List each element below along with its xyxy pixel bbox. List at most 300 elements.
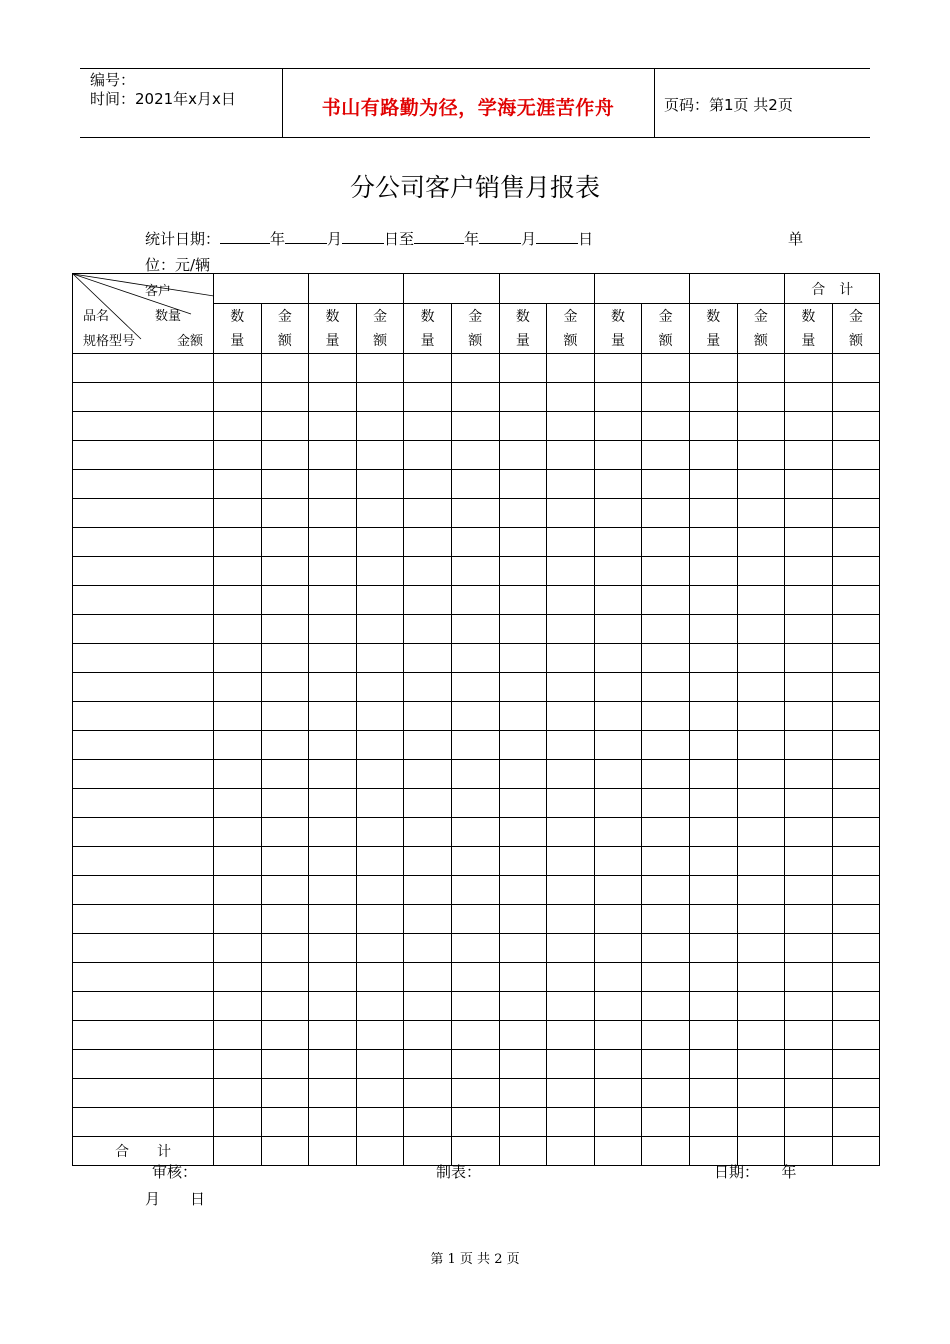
- data-cell[interactable]: [689, 412, 737, 441]
- data-cell[interactable]: [309, 934, 357, 963]
- product-cell[interactable]: [73, 1108, 214, 1137]
- data-cell[interactable]: [499, 760, 547, 789]
- data-cell[interactable]: [499, 412, 547, 441]
- data-cell[interactable]: [594, 354, 642, 383]
- data-cell[interactable]: [785, 818, 833, 847]
- data-cell[interactable]: [547, 731, 595, 760]
- data-cell[interactable]: [451, 412, 499, 441]
- data-cell[interactable]: [642, 557, 690, 586]
- data-cell[interactable]: [309, 905, 357, 934]
- data-cell[interactable]: [547, 847, 595, 876]
- data-cell[interactable]: [309, 702, 357, 731]
- data-cell[interactable]: [785, 934, 833, 963]
- data-cell[interactable]: [785, 528, 833, 557]
- data-cell[interactable]: [547, 673, 595, 702]
- data-cell[interactable]: [642, 470, 690, 499]
- data-cell[interactable]: [547, 702, 595, 731]
- customer-name-cell[interactable]: [594, 274, 689, 304]
- data-cell[interactable]: [785, 760, 833, 789]
- data-cell[interactable]: [451, 818, 499, 847]
- data-cell[interactable]: [499, 673, 547, 702]
- data-cell[interactable]: [594, 412, 642, 441]
- data-cell[interactable]: [309, 818, 357, 847]
- data-cell[interactable]: [785, 731, 833, 760]
- data-cell[interactable]: [832, 499, 880, 528]
- data-cell[interactable]: [594, 818, 642, 847]
- data-cell[interactable]: [214, 818, 262, 847]
- data-cell[interactable]: [356, 354, 404, 383]
- data-cell[interactable]: [785, 499, 833, 528]
- data-cell[interactable]: [547, 528, 595, 557]
- data-cell[interactable]: [404, 441, 452, 470]
- data-cell[interactable]: [785, 412, 833, 441]
- data-cell[interactable]: [642, 412, 690, 441]
- data-cell[interactable]: [642, 383, 690, 412]
- data-cell[interactable]: [737, 1108, 785, 1137]
- product-cell[interactable]: [73, 789, 214, 818]
- data-cell[interactable]: [594, 876, 642, 905]
- product-cell[interactable]: [73, 992, 214, 1021]
- data-cell[interactable]: [642, 615, 690, 644]
- data-cell[interactable]: [594, 499, 642, 528]
- data-cell[interactable]: [832, 876, 880, 905]
- data-cell[interactable]: [451, 1021, 499, 1050]
- data-cell[interactable]: [451, 673, 499, 702]
- data-cell[interactable]: [309, 499, 357, 528]
- data-cell[interactable]: [356, 383, 404, 412]
- data-cell[interactable]: [499, 586, 547, 615]
- data-cell[interactable]: [451, 644, 499, 673]
- data-cell[interactable]: [404, 876, 452, 905]
- data-cell[interactable]: [451, 1108, 499, 1137]
- data-cell[interactable]: [261, 1079, 309, 1108]
- data-cell[interactable]: [309, 1108, 357, 1137]
- data-cell[interactable]: [737, 905, 785, 934]
- data-cell[interactable]: [547, 441, 595, 470]
- data-cell[interactable]: [785, 992, 833, 1021]
- data-cell[interactable]: [547, 383, 595, 412]
- data-cell[interactable]: [594, 702, 642, 731]
- data-cell[interactable]: [499, 441, 547, 470]
- data-cell[interactable]: [309, 1079, 357, 1108]
- data-cell[interactable]: [451, 470, 499, 499]
- data-cell[interactable]: [547, 760, 595, 789]
- data-cell[interactable]: [261, 789, 309, 818]
- data-cell[interactable]: [689, 354, 737, 383]
- data-cell[interactable]: [451, 615, 499, 644]
- data-cell[interactable]: [689, 673, 737, 702]
- data-cell[interactable]: [356, 1050, 404, 1079]
- data-cell[interactable]: [547, 354, 595, 383]
- data-cell[interactable]: [356, 818, 404, 847]
- data-cell[interactable]: [404, 934, 452, 963]
- data-cell[interactable]: [594, 586, 642, 615]
- data-cell[interactable]: [642, 963, 690, 992]
- data-cell[interactable]: [309, 586, 357, 615]
- data-cell[interactable]: [689, 644, 737, 673]
- data-cell[interactable]: [356, 847, 404, 876]
- data-cell[interactable]: [689, 383, 737, 412]
- data-cell[interactable]: [832, 673, 880, 702]
- data-cell[interactable]: [214, 963, 262, 992]
- data-cell[interactable]: [261, 1050, 309, 1079]
- data-cell[interactable]: [451, 702, 499, 731]
- data-cell[interactable]: [261, 441, 309, 470]
- data-cell[interactable]: [499, 963, 547, 992]
- data-cell[interactable]: [214, 1137, 262, 1166]
- data-cell[interactable]: [737, 963, 785, 992]
- data-cell[interactable]: [404, 1021, 452, 1050]
- data-cell[interactable]: [451, 499, 499, 528]
- product-cell[interactable]: [73, 499, 214, 528]
- customer-name-cell[interactable]: [499, 274, 594, 304]
- data-cell[interactable]: [356, 702, 404, 731]
- data-cell[interactable]: [356, 876, 404, 905]
- data-cell[interactable]: [214, 1079, 262, 1108]
- data-cell[interactable]: [832, 847, 880, 876]
- data-cell[interactable]: [261, 1108, 309, 1137]
- data-cell[interactable]: [832, 1108, 880, 1137]
- data-cell[interactable]: [785, 673, 833, 702]
- data-cell[interactable]: [261, 1021, 309, 1050]
- data-cell[interactable]: [214, 499, 262, 528]
- data-cell[interactable]: [689, 1079, 737, 1108]
- data-cell[interactable]: [404, 354, 452, 383]
- data-cell[interactable]: [594, 731, 642, 760]
- data-cell[interactable]: [451, 731, 499, 760]
- data-cell[interactable]: [689, 789, 737, 818]
- data-cell[interactable]: [451, 1050, 499, 1079]
- data-cell[interactable]: [309, 963, 357, 992]
- data-cell[interactable]: [356, 789, 404, 818]
- data-cell[interactable]: [356, 644, 404, 673]
- data-cell[interactable]: [737, 673, 785, 702]
- data-cell[interactable]: [737, 818, 785, 847]
- data-cell[interactable]: [594, 934, 642, 963]
- data-cell[interactable]: [832, 1137, 880, 1166]
- data-cell[interactable]: [214, 412, 262, 441]
- data-cell[interactable]: [404, 731, 452, 760]
- data-cell[interactable]: [594, 992, 642, 1021]
- blank-day-field[interactable]: [342, 229, 384, 244]
- data-cell[interactable]: [737, 557, 785, 586]
- data-cell[interactable]: [309, 1137, 357, 1166]
- blank-day-field[interactable]: [536, 229, 578, 244]
- data-cell[interactable]: [261, 586, 309, 615]
- data-cell[interactable]: [737, 847, 785, 876]
- data-cell[interactable]: [642, 1050, 690, 1079]
- data-cell[interactable]: [499, 470, 547, 499]
- data-cell[interactable]: [642, 992, 690, 1021]
- customer-name-cell[interactable]: [689, 274, 784, 304]
- data-cell[interactable]: [642, 934, 690, 963]
- data-cell[interactable]: [261, 905, 309, 934]
- data-cell[interactable]: [785, 615, 833, 644]
- data-cell[interactable]: [547, 644, 595, 673]
- data-cell[interactable]: [689, 992, 737, 1021]
- data-cell[interactable]: [832, 615, 880, 644]
- data-cell[interactable]: [214, 586, 262, 615]
- data-cell[interactable]: [832, 963, 880, 992]
- data-cell[interactable]: [642, 673, 690, 702]
- data-cell[interactable]: [737, 702, 785, 731]
- product-cell[interactable]: [73, 905, 214, 934]
- data-cell[interactable]: [309, 615, 357, 644]
- data-cell[interactable]: [404, 1050, 452, 1079]
- data-cell[interactable]: [737, 1050, 785, 1079]
- data-cell[interactable]: [785, 383, 833, 412]
- data-cell[interactable]: [356, 992, 404, 1021]
- data-cell[interactable]: [451, 789, 499, 818]
- customer-name-cell[interactable]: [214, 274, 309, 304]
- data-cell[interactable]: [214, 934, 262, 963]
- data-cell[interactable]: [404, 499, 452, 528]
- data-cell[interactable]: [785, 470, 833, 499]
- data-cell[interactable]: [594, 441, 642, 470]
- data-cell[interactable]: [832, 934, 880, 963]
- data-cell[interactable]: [689, 1108, 737, 1137]
- data-cell[interactable]: [785, 644, 833, 673]
- data-cell[interactable]: [404, 528, 452, 557]
- data-cell[interactable]: [594, 1137, 642, 1166]
- data-cell[interactable]: [689, 499, 737, 528]
- data-cell[interactable]: [594, 557, 642, 586]
- product-cell[interactable]: [73, 1079, 214, 1108]
- data-cell[interactable]: [499, 1108, 547, 1137]
- data-cell[interactable]: [547, 615, 595, 644]
- data-cell[interactable]: [642, 528, 690, 557]
- data-cell[interactable]: [832, 1021, 880, 1050]
- product-cell[interactable]: [73, 963, 214, 992]
- data-cell[interactable]: [785, 354, 833, 383]
- data-cell[interactable]: [832, 818, 880, 847]
- data-cell[interactable]: [642, 1108, 690, 1137]
- data-cell[interactable]: [737, 412, 785, 441]
- data-cell[interactable]: [737, 731, 785, 760]
- data-cell[interactable]: [689, 586, 737, 615]
- data-cell[interactable]: [499, 1079, 547, 1108]
- data-cell[interactable]: [737, 441, 785, 470]
- data-cell[interactable]: [214, 702, 262, 731]
- data-cell[interactable]: [261, 499, 309, 528]
- data-cell[interactable]: [547, 818, 595, 847]
- data-cell[interactable]: [214, 470, 262, 499]
- data-cell[interactable]: [737, 586, 785, 615]
- data-cell[interactable]: [356, 1108, 404, 1137]
- data-cell[interactable]: [689, 731, 737, 760]
- data-cell[interactable]: [261, 354, 309, 383]
- blank-year-field[interactable]: [220, 229, 270, 244]
- data-cell[interactable]: [785, 963, 833, 992]
- data-cell[interactable]: [832, 470, 880, 499]
- data-cell[interactable]: [356, 499, 404, 528]
- data-cell[interactable]: [737, 470, 785, 499]
- data-cell[interactable]: [737, 528, 785, 557]
- data-cell[interactable]: [309, 992, 357, 1021]
- data-cell[interactable]: [356, 905, 404, 934]
- data-cell[interactable]: [404, 992, 452, 1021]
- data-cell[interactable]: [689, 615, 737, 644]
- data-cell[interactable]: [214, 731, 262, 760]
- data-cell[interactable]: [689, 905, 737, 934]
- data-cell[interactable]: [785, 586, 833, 615]
- data-cell[interactable]: [214, 992, 262, 1021]
- data-cell[interactable]: [214, 383, 262, 412]
- data-cell[interactable]: [214, 528, 262, 557]
- product-cell[interactable]: [73, 1050, 214, 1079]
- product-cell[interactable]: [73, 847, 214, 876]
- data-cell[interactable]: [261, 528, 309, 557]
- product-cell[interactable]: [73, 876, 214, 905]
- data-cell[interactable]: [499, 383, 547, 412]
- data-cell[interactable]: [451, 992, 499, 1021]
- data-cell[interactable]: [499, 528, 547, 557]
- customer-name-cell[interactable]: [404, 274, 499, 304]
- data-cell[interactable]: [356, 731, 404, 760]
- data-cell[interactable]: [642, 905, 690, 934]
- data-cell[interactable]: [642, 789, 690, 818]
- data-cell[interactable]: [737, 1021, 785, 1050]
- data-cell[interactable]: [547, 1079, 595, 1108]
- data-cell[interactable]: [832, 354, 880, 383]
- data-cell[interactable]: [499, 992, 547, 1021]
- data-cell[interactable]: [404, 673, 452, 702]
- data-cell[interactable]: [214, 354, 262, 383]
- data-cell[interactable]: [261, 673, 309, 702]
- data-cell[interactable]: [594, 1108, 642, 1137]
- product-cell[interactable]: [73, 760, 214, 789]
- data-cell[interactable]: [642, 847, 690, 876]
- data-cell[interactable]: [832, 760, 880, 789]
- data-cell[interactable]: [547, 557, 595, 586]
- data-cell[interactable]: [594, 847, 642, 876]
- data-cell[interactable]: [547, 499, 595, 528]
- data-cell[interactable]: [451, 934, 499, 963]
- data-cell[interactable]: [451, 586, 499, 615]
- data-cell[interactable]: [642, 1137, 690, 1166]
- data-cell[interactable]: [642, 731, 690, 760]
- data-cell[interactable]: [547, 1021, 595, 1050]
- data-cell[interactable]: [499, 789, 547, 818]
- data-cell[interactable]: [785, 1050, 833, 1079]
- data-cell[interactable]: [785, 441, 833, 470]
- data-cell[interactable]: [832, 702, 880, 731]
- data-cell[interactable]: [785, 1079, 833, 1108]
- data-cell[interactable]: [404, 644, 452, 673]
- data-cell[interactable]: [594, 963, 642, 992]
- data-cell[interactable]: [547, 934, 595, 963]
- data-cell[interactable]: [404, 905, 452, 934]
- data-cell[interactable]: [642, 1021, 690, 1050]
- data-cell[interactable]: [356, 615, 404, 644]
- data-cell[interactable]: [499, 818, 547, 847]
- data-cell[interactable]: [499, 731, 547, 760]
- data-cell[interactable]: [261, 934, 309, 963]
- product-cell[interactable]: [73, 528, 214, 557]
- data-cell[interactable]: [785, 702, 833, 731]
- data-cell[interactable]: [451, 760, 499, 789]
- data-cell[interactable]: [309, 644, 357, 673]
- data-cell[interactable]: [309, 557, 357, 586]
- data-cell[interactable]: [261, 470, 309, 499]
- data-cell[interactable]: [785, 876, 833, 905]
- product-cell[interactable]: [73, 1021, 214, 1050]
- data-cell[interactable]: [214, 1021, 262, 1050]
- data-cell[interactable]: [451, 847, 499, 876]
- data-cell[interactable]: [737, 934, 785, 963]
- data-cell[interactable]: [642, 702, 690, 731]
- data-cell[interactable]: [737, 760, 785, 789]
- data-cell[interactable]: [356, 963, 404, 992]
- data-cell[interactable]: [356, 470, 404, 499]
- data-cell[interactable]: [499, 499, 547, 528]
- data-cell[interactable]: [689, 847, 737, 876]
- data-cell[interactable]: [451, 1079, 499, 1108]
- data-cell[interactable]: [309, 760, 357, 789]
- data-cell[interactable]: [737, 1079, 785, 1108]
- data-cell[interactable]: [642, 876, 690, 905]
- data-cell[interactable]: [309, 673, 357, 702]
- data-cell[interactable]: [261, 992, 309, 1021]
- data-cell[interactable]: [785, 905, 833, 934]
- product-cell[interactable]: [73, 731, 214, 760]
- data-cell[interactable]: [404, 760, 452, 789]
- data-cell[interactable]: [832, 586, 880, 615]
- data-cell[interactable]: [214, 673, 262, 702]
- data-cell[interactable]: [832, 992, 880, 1021]
- data-cell[interactable]: [451, 963, 499, 992]
- blank-month-field[interactable]: [479, 229, 521, 244]
- data-cell[interactable]: [547, 963, 595, 992]
- data-cell[interactable]: [594, 528, 642, 557]
- data-cell[interactable]: [642, 760, 690, 789]
- data-cell[interactable]: [689, 1021, 737, 1050]
- data-cell[interactable]: [404, 1079, 452, 1108]
- data-cell[interactable]: [261, 818, 309, 847]
- data-cell[interactable]: [356, 760, 404, 789]
- data-cell[interactable]: [214, 615, 262, 644]
- data-cell[interactable]: [356, 528, 404, 557]
- data-cell[interactable]: [309, 528, 357, 557]
- data-cell[interactable]: [404, 557, 452, 586]
- data-cell[interactable]: [785, 1021, 833, 1050]
- data-cell[interactable]: [689, 818, 737, 847]
- data-cell[interactable]: [451, 557, 499, 586]
- data-cell[interactable]: [309, 876, 357, 905]
- data-cell[interactable]: [214, 876, 262, 905]
- data-cell[interactable]: [309, 1021, 357, 1050]
- data-cell[interactable]: [547, 1137, 595, 1166]
- product-cell[interactable]: [73, 934, 214, 963]
- data-cell[interactable]: [499, 905, 547, 934]
- data-cell[interactable]: [404, 412, 452, 441]
- data-cell[interactable]: [261, 644, 309, 673]
- data-cell[interactable]: [689, 557, 737, 586]
- data-cell[interactable]: [499, 702, 547, 731]
- data-cell[interactable]: [499, 1021, 547, 1050]
- product-cell[interactable]: [73, 557, 214, 586]
- data-cell[interactable]: [499, 1137, 547, 1166]
- data-cell[interactable]: [451, 528, 499, 557]
- data-cell[interactable]: [737, 876, 785, 905]
- data-cell[interactable]: [689, 1050, 737, 1079]
- data-cell[interactable]: [214, 441, 262, 470]
- data-cell[interactable]: [451, 441, 499, 470]
- data-cell[interactable]: [594, 383, 642, 412]
- data-cell[interactable]: [214, 557, 262, 586]
- data-cell[interactable]: [261, 412, 309, 441]
- data-cell[interactable]: [594, 1050, 642, 1079]
